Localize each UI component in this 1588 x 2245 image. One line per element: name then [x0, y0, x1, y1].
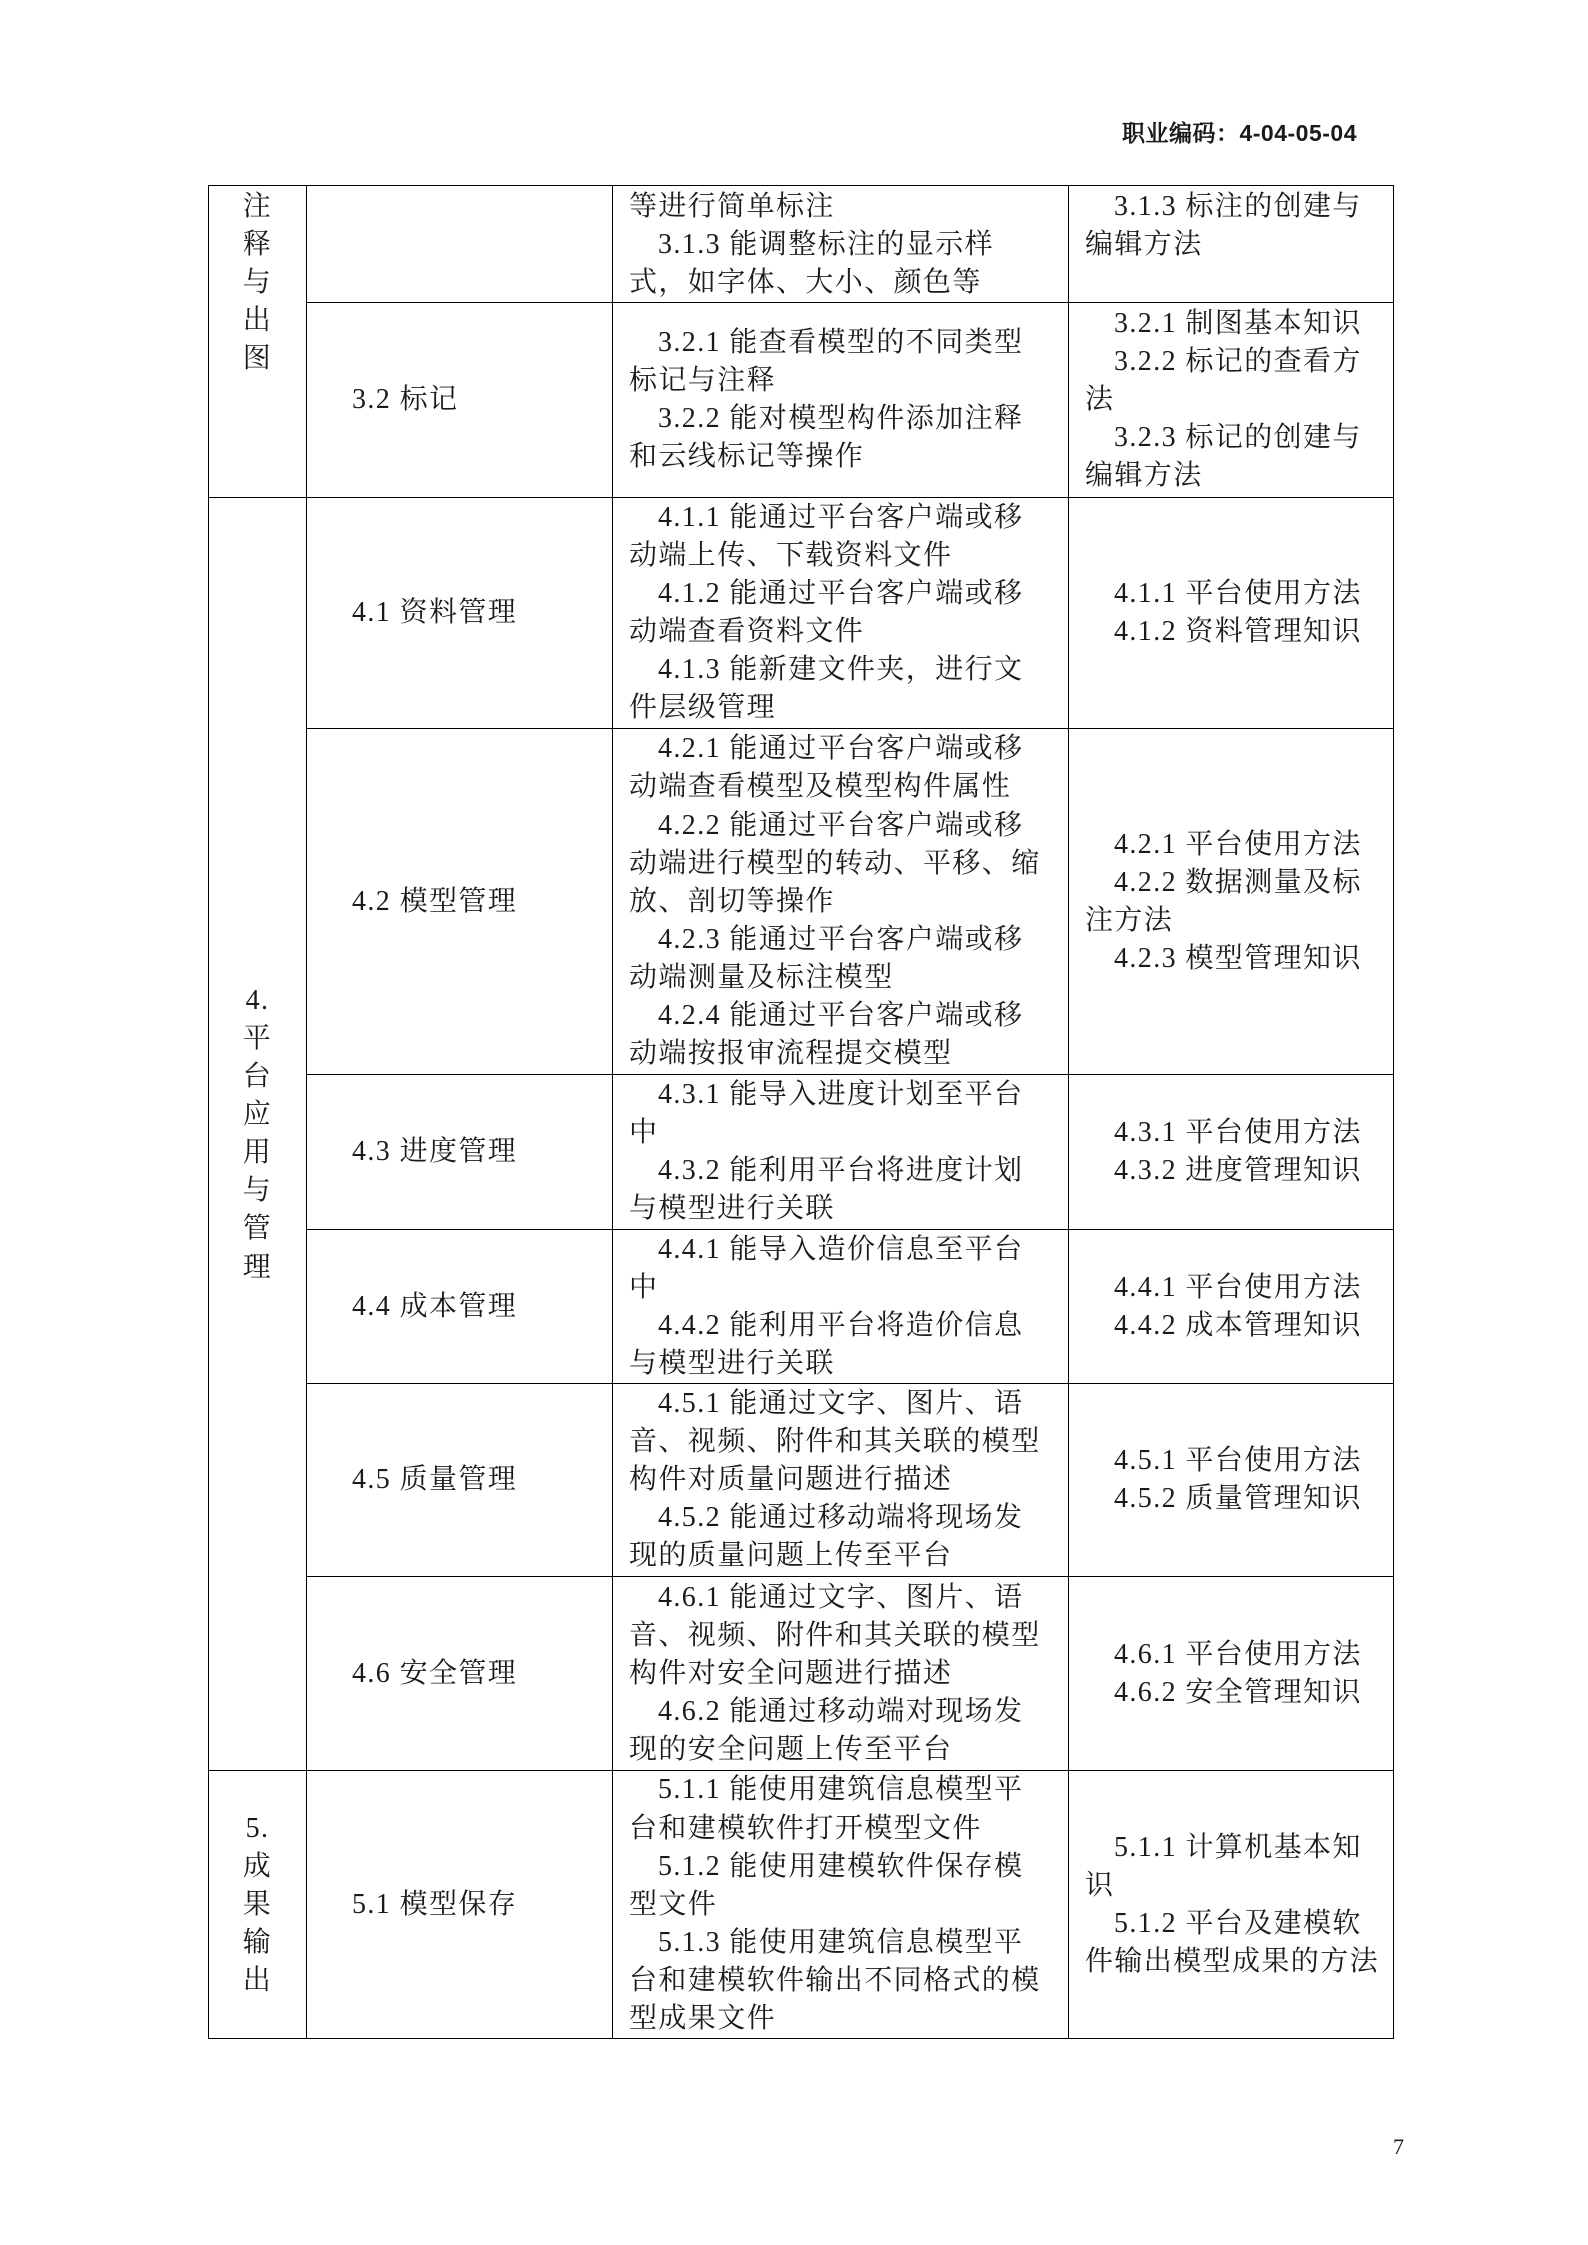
related-knowledge-cell	[1069, 1075, 1394, 1230]
text-line: 式，如字体、大小、颜色等	[629, 267, 982, 299]
category-number: 5.	[245, 1812, 270, 1844]
work-content-cell	[307, 1771, 613, 2039]
skill-requirement	[629, 1076, 1060, 1152]
skill-requirement	[629, 1385, 1060, 1499]
text-line: 4.3.2 进度管理知识	[1114, 1155, 1362, 1187]
work-content-cell	[307, 729, 613, 1075]
knowledge-point	[1085, 1636, 1385, 1674]
related-knowledge-cell	[1069, 1384, 1394, 1577]
text-line: 4.6.1 平台使用方法	[1114, 1638, 1362, 1670]
text-line: 4.1.2 能通过平台客户端或移	[658, 578, 1024, 610]
text-line: 4.4.2 成本管理知识	[1114, 1309, 1362, 1341]
knowledge-point	[1085, 419, 1385, 495]
text-line: 4.3.2 能利用平台将进度计划	[658, 1155, 1024, 1187]
text-line: 5.1.1 能使用建筑信息模型平	[658, 1774, 1024, 1806]
skill-requirement	[629, 1307, 1060, 1383]
text-line: 4.6.2 能通过移动端对现场发	[658, 1695, 1024, 1727]
work-content-label: 3.2 标记	[352, 384, 459, 416]
text-line: 4.1.3 能新建文件夹，进行文	[658, 654, 1024, 686]
skill-requirement	[629, 499, 1060, 575]
related-knowledge-cell	[1069, 186, 1394, 303]
text-line: 动端查看模型及模型构件属性	[629, 771, 1012, 803]
skill-requirements-cell	[613, 1771, 1069, 2039]
skill-requirement	[629, 188, 1060, 226]
knowledge-point	[1085, 575, 1385, 613]
knowledge-point	[1085, 1307, 1385, 1345]
knowledge-point	[1085, 613, 1385, 651]
text-line: 5.1.2 能使用建模软件保存模	[658, 1850, 1024, 1882]
knowledge-point	[1085, 188, 1385, 264]
text-line: 型成果文件	[629, 2003, 777, 2035]
skill-requirement	[629, 1848, 1060, 1924]
table-row	[209, 1577, 1394, 1771]
text-line: 5.1.2 平台及建模软	[1114, 1907, 1362, 1939]
text-line: 4.1.1 平台使用方法	[1114, 578, 1362, 610]
skill-requirement	[629, 1152, 1060, 1228]
work-content-label: 4.6 安全管理	[352, 1657, 518, 1689]
related-knowledge-cell	[1069, 729, 1394, 1075]
knowledge-point	[1085, 1114, 1385, 1152]
work-content-label: 5.1 模型保存	[352, 1888, 518, 1920]
text-line: 音、视频、附件和其关联的模型	[629, 1619, 1041, 1651]
skill-requirement	[629, 1579, 1060, 1693]
text-line: 3.1.3 标注的创建与	[1114, 191, 1362, 222]
category-cell	[209, 498, 307, 1771]
text-line: 4.6.2 安全管理知识	[1114, 1676, 1362, 1708]
text-line: 4.2.1 平台使用方法	[1114, 828, 1362, 860]
text-line: 现的质量问题上传至平台	[629, 1540, 953, 1572]
text-line: 放、剖切等操作	[629, 885, 835, 917]
page-number: 7	[1393, 2134, 1404, 2159]
text-line: 与模型进行关联	[629, 1347, 835, 1379]
knowledge-point	[1085, 1480, 1385, 1518]
table-row	[209, 186, 1394, 303]
work-content-label: 4.1 资料管理	[352, 597, 518, 629]
text-line: 与模型进行关联	[629, 1193, 835, 1225]
category-name: 平台应用与管理	[242, 1023, 273, 1283]
text-line: 4.3.1 平台使用方法	[1114, 1117, 1362, 1149]
category-label	[209, 188, 306, 378]
text-line: 4.4.1 平台使用方法	[1114, 1271, 1362, 1303]
work-content-label: 4.5 质量管理	[352, 1464, 518, 1496]
text-line: 编辑方法	[1085, 460, 1203, 492]
text-line: 台和建模软件打开模型文件	[629, 1812, 982, 1844]
text-line: 构件对安全问题进行描述	[629, 1657, 953, 1689]
skill-requirements-cell	[613, 1577, 1069, 1771]
table-body	[209, 186, 1394, 2039]
table-row	[209, 1075, 1394, 1230]
text-line: 4.5.1 能通过文字、图片、语	[658, 1388, 1024, 1420]
category-cell	[209, 186, 307, 498]
text-line: 动端查看资料文件	[629, 616, 865, 648]
skills-requirements-table	[208, 185, 1394, 2039]
text-line: 4.2.1 能通过平台客户端或移	[658, 733, 1024, 765]
work-content-cell	[307, 1577, 613, 1771]
text-line: 件层级管理	[629, 692, 777, 724]
text-line: 中	[629, 1117, 659, 1149]
text-line: 编辑方法	[1085, 229, 1203, 261]
work-content-cell	[307, 498, 613, 729]
text-line: 4.1.1 能通过平台客户端或移	[658, 502, 1024, 533]
table-row	[209, 303, 1394, 498]
related-knowledge-cell	[1069, 303, 1394, 498]
knowledge-point	[1085, 1905, 1385, 1981]
text-line: 音、视频、附件和其关联的模型	[629, 1426, 1041, 1458]
work-content-cell	[307, 1384, 613, 1577]
work-content-cell	[307, 1075, 613, 1230]
work-content-cell	[307, 303, 613, 498]
skill-requirement	[629, 1499, 1060, 1575]
knowledge-point	[1085, 864, 1385, 940]
category-name: 注释与出图	[242, 191, 273, 375]
skill-requirements-cell	[613, 1230, 1069, 1384]
text-line: 型文件	[629, 1888, 718, 1920]
skill-requirement	[629, 921, 1060, 997]
skill-requirement	[629, 1924, 1060, 2038]
category-label	[209, 1810, 306, 2000]
knowledge-point	[1085, 1269, 1385, 1307]
knowledge-point	[1085, 1442, 1385, 1480]
text-line: 等进行简单标注	[629, 191, 835, 222]
skill-requirements-cell	[613, 1384, 1069, 1577]
skill-requirements-cell	[613, 1075, 1069, 1230]
text-line: 4.5.2 能通过移动端将现场发	[658, 1502, 1024, 1534]
text-line: 动端测量及标注模型	[629, 961, 894, 993]
related-knowledge-cell	[1069, 498, 1394, 729]
text-line: 动端按报审流程提交模型	[629, 1038, 953, 1070]
knowledge-point	[1085, 1674, 1385, 1712]
text-line: 标记与注释	[629, 365, 777, 397]
text-line: 注方法	[1085, 904, 1174, 936]
skill-requirement	[629, 324, 1060, 400]
skill-requirement	[629, 1693, 1060, 1769]
text-line: 件输出模型成果的方法	[1085, 1945, 1380, 1977]
text-line: 法	[1085, 384, 1115, 416]
text-line: 4.2.3 模型管理知识	[1114, 942, 1362, 974]
table-row	[209, 1771, 1394, 2039]
text-line: 4.5.2 质量管理知识	[1114, 1483, 1362, 1515]
text-line: 动端上传、下载资料文件	[629, 540, 953, 572]
text-line: 构件对质量问题进行描述	[629, 1464, 953, 1496]
work-content-cell	[307, 186, 613, 303]
text-line: 4.2.2 能通过平台客户端或移	[658, 809, 1024, 841]
table-row	[209, 498, 1394, 729]
knowledge-point	[1085, 1829, 1385, 1905]
knowledge-point	[1085, 826, 1385, 864]
text-line: 台和建模软件输出不同格式的模	[629, 1964, 1041, 1996]
knowledge-point	[1085, 343, 1385, 419]
text-line: 4.3.1 能导入进度计划至平台	[658, 1079, 1024, 1111]
category-cell	[209, 1771, 307, 2039]
text-line: 现的安全问题上传至平台	[629, 1733, 953, 1765]
text-line: 4.2.4 能通过平台客户端或移	[658, 1000, 1024, 1032]
work-content-label: 4.2 模型管理	[352, 885, 518, 917]
category-number: 4.	[245, 984, 270, 1016]
text-line: 3.2.1 制图基本知识	[1114, 308, 1362, 340]
text-line: 4.4.2 能利用平台将造价信息	[658, 1309, 1024, 1341]
skill-requirement	[629, 400, 1060, 476]
text-line: 5.1.1 计算机基本知	[1114, 1831, 1362, 1863]
skill-requirements-cell	[613, 186, 1069, 303]
skill-requirement	[629, 997, 1060, 1073]
skill-requirements-cell	[613, 729, 1069, 1075]
text-line: 4.2.2 数据测量及标	[1114, 866, 1362, 898]
text-line: 4.1.2 资料管理知识	[1114, 616, 1362, 648]
table-row	[209, 1384, 1394, 1577]
text-line: 和云线标记等操作	[629, 441, 865, 473]
text-line: 中	[629, 1271, 659, 1303]
text-line: 4.5.1 平台使用方法	[1114, 1445, 1362, 1477]
table-row	[209, 729, 1394, 1075]
knowledge-point	[1085, 1152, 1385, 1190]
knowledge-point	[1085, 940, 1385, 978]
related-knowledge-cell	[1069, 1771, 1394, 2039]
skill-requirement	[629, 226, 1060, 302]
work-content-cell	[307, 1230, 613, 1384]
work-content-label: 4.3 进度管理	[352, 1136, 518, 1168]
text-line: 3.2.2 标记的查看方	[1114, 346, 1362, 378]
skill-requirement	[629, 1231, 1060, 1307]
category-label	[209, 982, 306, 1287]
text-line: 动端进行模型的转动、平移、缩	[629, 847, 1041, 879]
text-line: 3.1.3 能调整标注的显示样	[658, 229, 995, 261]
skill-requirements-cell	[613, 303, 1069, 498]
text-line: 4.2.3 能通过平台客户端或移	[658, 923, 1024, 955]
skill-requirements-cell	[613, 498, 1069, 729]
related-knowledge-cell	[1069, 1577, 1394, 1771]
text-line: 4.4.1 能导入造价信息至平台	[658, 1233, 1024, 1265]
skill-requirement	[629, 1771, 1060, 1847]
skill-requirement	[629, 730, 1060, 806]
knowledge-point	[1085, 305, 1385, 343]
related-knowledge-cell	[1069, 1230, 1394, 1384]
text-line: 3.2.2 能对模型构件添加注释	[658, 403, 1024, 435]
work-content-label: 4.4 成本管理	[352, 1290, 518, 1322]
text-line: 3.2.1 能查看模型的不同类型	[658, 327, 1024, 359]
text-line: 识	[1085, 1869, 1115, 1901]
text-line: 3.2.3 标记的创建与	[1114, 422, 1362, 454]
skill-requirement	[629, 575, 1060, 651]
table-row	[209, 1230, 1394, 1384]
text-line: 4.6.1 能通过文字、图片、语	[658, 1581, 1024, 1613]
skill-requirement	[629, 807, 1060, 921]
occupation-code-header: 职业编码：4-04-05-04	[1121, 120, 1357, 146]
category-name: 成果输出	[242, 1850, 273, 1996]
skill-requirement	[629, 651, 1060, 727]
text-line: 5.1.3 能使用建筑信息模型平	[658, 1926, 1024, 1958]
